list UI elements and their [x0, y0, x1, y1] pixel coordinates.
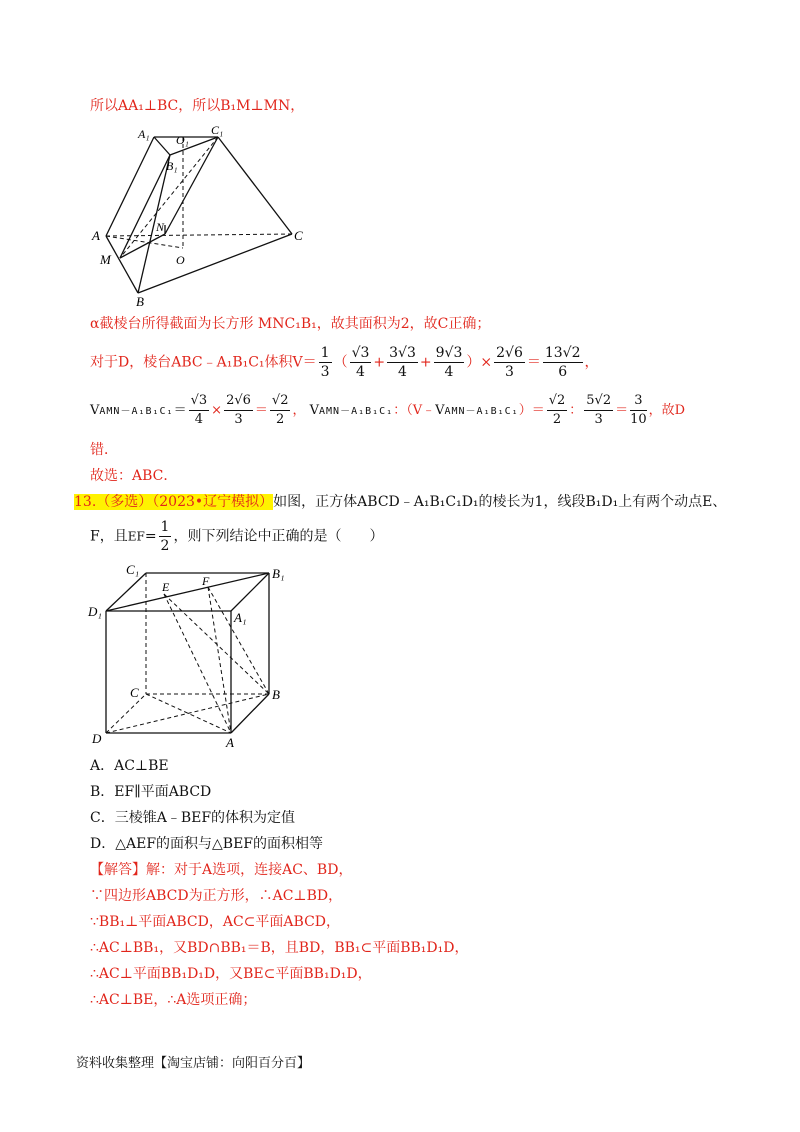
frac-sqrt3-4: $\frac{√3}{4}$: [351, 345, 370, 380]
v3: V: [435, 403, 445, 418]
question-13-line2: [90, 518, 383, 555]
frac-3-10: $\frac{3}{10}$: [630, 393, 647, 427]
option-c: C．三棱锥A﹣BEF的体积为定值: [90, 810, 296, 826]
label-C1: C₁: [211, 123, 224, 137]
text-line-top: 所以AA₁⊥BC，所以B₁M⊥MN，: [90, 98, 305, 114]
text-alpha-section: α截棱台所得截面为长方形 MNC₁B₁，故其面积为2，故C正确；: [90, 316, 491, 332]
frac-13sqrt2-6: $\frac{13√2}{6}$: [544, 345, 581, 380]
question-13-tag: 13.（多选）（2023•辽宁模拟）: [74, 494, 274, 510]
v3-sub: AMN－A₁B₁C₁: [444, 406, 519, 417]
option-b: B．EF∥平面ABCD: [90, 784, 212, 800]
rparen-times: ）×: [466, 354, 493, 371]
plus-1: +: [373, 354, 386, 371]
text-volume-formula: [90, 344, 599, 381]
volume-end: ，: [584, 354, 599, 371]
option-a: A．AC⊥BE: [90, 758, 169, 774]
label-O: O: [176, 253, 185, 267]
frac-9sqrt3-4: $\frac{9√3}{4}$: [435, 345, 463, 380]
q13-eq: =: [144, 528, 157, 545]
question-13-text1: 如图，正方体ABCD﹣A₁B₁C₁D₁的棱长为1，线段B₁D₁上有两个动点E、: [273, 494, 727, 510]
volume-prefix: 对于D，棱台ABC﹣A₁B₁C₁体积V＝: [90, 354, 317, 371]
v-end: ，故D: [648, 403, 686, 418]
eq2: ＝: [254, 403, 268, 418]
solution-line-5: ∴AC⊥平面BB₁D₁D，又BE⊂平面BB₁D₁D，: [90, 966, 372, 982]
times: ×: [211, 403, 223, 418]
label-O1: O₁: [176, 133, 189, 147]
frac-sqrt2-2: $\frac{√2}{2}$: [271, 393, 289, 427]
text-cuo: 错．: [90, 442, 118, 458]
frac-1-2: $\frac{1}{2}$: [160, 519, 170, 554]
v2-sub: AMN－A₁B₁C₁: [319, 406, 394, 417]
frac-sqrt3-4-b: $\frac{√3}{4}$: [190, 393, 208, 427]
frac-1-3: $\frac{1}{3}$: [320, 345, 330, 380]
sep: ，: [292, 403, 306, 418]
v1: V: [90, 403, 100, 418]
equals: ＝: [526, 354, 541, 371]
colon: ：: [393, 403, 407, 418]
colon2: ：: [569, 403, 583, 418]
solution-line-1: 【解答】解：对于A选项，连接AC、BD，: [90, 862, 353, 878]
solution-line-4: ∴AC⊥BB₁，又BD∩BB₁＝B，且BD，BB₁⊂平面BB₁D₁D，: [90, 940, 469, 956]
v1-sub: AMN－A₁B₁C₁: [99, 406, 174, 417]
solution-line-3: ∵BB₁⊥平面ABCD，AC⊂平面ABCD，: [90, 914, 341, 930]
paren: （V﹣: [406, 403, 436, 418]
q13-ef: EF: [127, 529, 145, 544]
label-A1: A₁: [138, 127, 150, 141]
cube-label-C: C: [130, 685, 139, 700]
label-M: M: [100, 252, 111, 267]
solution-line-2: ∵四边形ABCD为正方形，∴AC⊥BD，: [90, 888, 343, 904]
close: ）＝: [518, 403, 545, 418]
label-N: N: [156, 220, 165, 234]
cube-label-B1: B₁: [272, 566, 285, 581]
cube-label-B: B: [272, 687, 280, 702]
cube-label-D1: D₁: [88, 604, 102, 619]
cube-label-E: E: [162, 580, 170, 594]
page-footer: 资料收集整理【淘宝店铺：向阳百分百】: [76, 1056, 311, 1071]
cube-figure: [86, 560, 296, 750]
question-13-line1: [74, 492, 726, 512]
label-B: B: [136, 294, 144, 307]
label-C: C: [294, 228, 303, 243]
solution-line-6: ∴AC⊥BE，∴A选项正确；: [90, 992, 257, 1008]
frac-3sqrt3-4: $\frac{3√3}{4}$: [389, 345, 416, 380]
frac-sqrt2-2-b: $\frac{√2}{2}$: [548, 393, 566, 427]
text-answer-12: 故选：ABC．: [90, 468, 178, 484]
cube-label-A: A: [226, 735, 234, 750]
eq3: ＝: [615, 403, 629, 418]
eq1: ＝: [173, 403, 187, 418]
text-volume-ratio: [90, 392, 685, 429]
plus-2: +: [419, 354, 432, 371]
frac-5sqrt2-3: $\frac{5√2}{3}$: [586, 393, 612, 427]
q13-text2a: F，且: [90, 528, 128, 545]
label-A: A: [92, 228, 100, 243]
cube-label-D: D: [92, 731, 102, 746]
label-B1: B₁: [166, 159, 178, 173]
option-d: D．△AEF的面积与△BEF的面积相等: [90, 836, 324, 852]
frustum-figure: [90, 122, 320, 307]
cube-label-A1: A₁: [234, 610, 247, 625]
cube-label-F: F: [202, 574, 210, 588]
frac-2sqrt6-3: $\frac{2√6}{3}$: [496, 345, 523, 380]
cube-label-C1: C₁: [126, 562, 140, 577]
q13-text2b: ，则下列结论中正确的是（ ）: [173, 528, 384, 545]
frac-2sqrt6-3-b: $\frac{2√6}{3}$: [226, 393, 251, 427]
v2: V: [309, 403, 320, 418]
lparen: （: [333, 354, 348, 371]
